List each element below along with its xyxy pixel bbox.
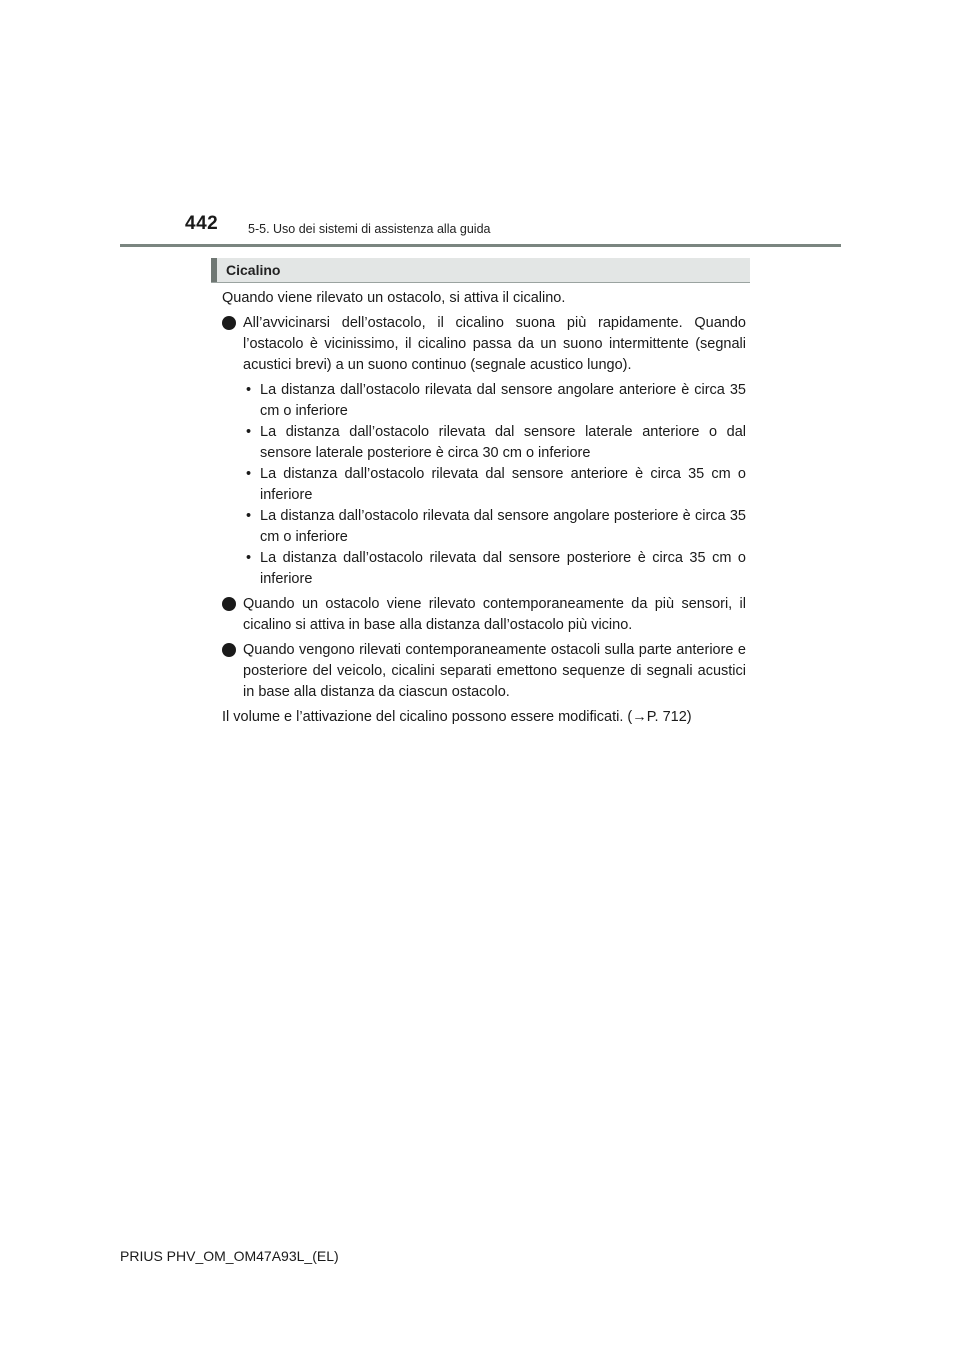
bullet-item xyxy=(222,313,746,376)
bullet-item xyxy=(222,594,746,636)
header-rule xyxy=(120,244,841,247)
sub-bullet-icon: • xyxy=(246,424,252,440)
bullet-text: All’avvicinarsi dell’ostacolo, il cicalino suona più rapidamente. Quando l’ostacolo è vicinissimo, il cicalino passa da un suono intermittente (segnali acustici brevi) a un suono continuo (segnale acustico lungo). xyxy=(243,315,746,373)
bullet-dot-icon xyxy=(222,316,236,330)
sub-item xyxy=(243,422,746,464)
sub-item xyxy=(243,548,746,590)
breadcrumb: 5-5. Uso dei sistemi di assistenza alla guida xyxy=(248,222,491,236)
body-text xyxy=(222,288,746,728)
sub-item-text: La distanza dall’ostacolo rilevata dal sensore laterale anteriore o dal sensore laterale posteriore è circa 30 cm o inferiore xyxy=(260,424,746,461)
section-header xyxy=(211,258,750,283)
page-number: 442 xyxy=(185,213,219,234)
closing-paragraph[interactable]: Il volume e l’attivazione del cicalino possono essere modificati. (→P. 712) xyxy=(222,709,692,725)
section-accent xyxy=(211,258,217,282)
bullet-dot-icon xyxy=(222,597,236,611)
bullet-text: Quando vengono rilevati contemporaneamente ostacoli sulla parte anteriore e posteriore del veicolo, cicalini separati emettono sequenze di segnali acustici in base alla distanza da ciascun ostacolo. xyxy=(243,642,746,700)
footer-doc-code: PRIUS PHV_OM_OM47A93L_(EL) xyxy=(120,1248,339,1264)
section-title: Cicalino xyxy=(226,262,281,278)
sub-list xyxy=(243,380,746,590)
sub-item xyxy=(243,380,746,422)
sub-item-text: La distanza dall’ostacolo rilevata dal sensore angolare anteriore è circa 35 cm o inferiore xyxy=(260,382,746,419)
sub-bullet-icon: • xyxy=(246,382,252,398)
intro-paragraph: Quando viene rilevato un ostacolo, si attiva il cicalino. xyxy=(222,290,566,306)
sub-bullet-icon: • xyxy=(246,466,252,482)
sub-item-text: La distanza dall’ostacolo rilevata dal sensore anteriore è circa 35 cm o inferiore xyxy=(260,466,746,503)
sub-bullet-icon: • xyxy=(246,550,252,566)
bullet-text: Quando un ostacolo viene rilevato contemporaneamente da più sensori, il cicalino si attiva in base alla distanza dall’ostacolo più vicino. xyxy=(243,596,746,633)
sub-bullet-icon: • xyxy=(246,508,252,524)
bullet-item xyxy=(222,640,746,703)
sub-item-text: La distanza dall’ostacolo rilevata dal sensore angolare posteriore è circa 35 cm o inferiore xyxy=(260,508,746,545)
bullet-dot-icon xyxy=(222,643,236,657)
sub-item-text: La distanza dall’ostacolo rilevata dal sensore posteriore è circa 35 cm o inferiore xyxy=(260,550,746,587)
sub-item xyxy=(243,506,746,548)
sub-item xyxy=(243,464,746,506)
